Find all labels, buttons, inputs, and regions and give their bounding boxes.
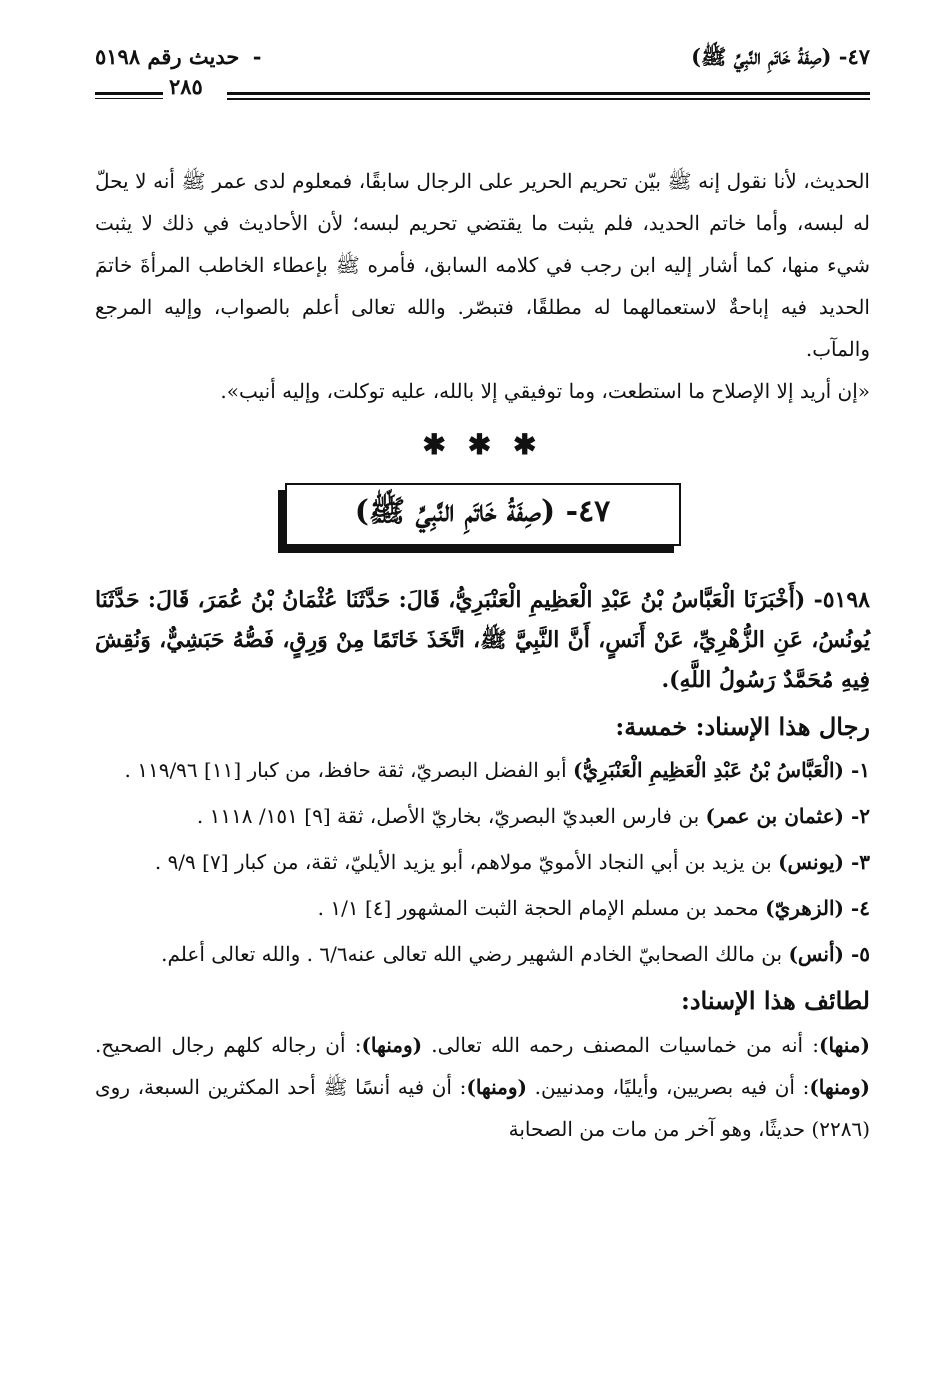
section-separator-stars: ✱ ✱ ✱ xyxy=(422,428,543,461)
subtlety-text: : أن فيه أنسًا ﷺ أحد المكثرين السبعة، روى (٢٢٨٦) حديثًا، وهو آخر من مات من الصحابة xyxy=(95,1075,870,1141)
header-rule-short xyxy=(95,92,163,95)
narrators-list xyxy=(95,750,870,974)
book-page xyxy=(95,40,870,1150)
narrator-name: ٣- (يونس) xyxy=(778,850,870,874)
subtleties-heading: لطائف هذا الإسناد: xyxy=(680,986,870,1015)
header-rule xyxy=(95,74,870,108)
narrator-name: ٤- (الزهريّ) xyxy=(765,896,870,920)
header-hadith-ref: حديث رقم ٥١٩٨ xyxy=(95,44,240,69)
intro-paragraph-1: الحديث، لأنا نقول إنه ﷺ بيّن تحريم الحرير على الرجال سابقًا، فمعلوم لدى عمر ﷺ أنه لا يحلّ له لبسه، وأما خاتم الحديد، فلم يثبت ما يقتضي تحريم لبسه؛ لأن الأحاديث في ذلك لا يثبت شيء منها، كما أشار إليه ابن رجب في كلامه السابق، فأمره ﷺ بإعطاء الخاطب المرأةَ خاتمَ الحديد فيه إباحةٌ لاستعمالهما له مطلقًا، فتبصّر. والله تعالى أعلم بالصواب، وإليه المرجع والمآب. xyxy=(95,169,870,361)
narrator-details: بن فارس العبديّ البصريّ، بخاريّ الأصل، ثقة [٩] ١٥١/ ١١١٨ . xyxy=(196,804,706,828)
subtlety-tag: (ومنها) xyxy=(466,1075,528,1099)
narrator-item xyxy=(95,750,870,790)
section-title-box: ٤٧- (صِفَةُ خَاتَمِ النَّبِيِّ ﷺ) xyxy=(285,483,681,546)
header-chapter-title: ٤٧- (صِفَةُ خَاتَمِ النَّبِيِّ ﷺ) xyxy=(691,44,870,69)
intro-paragraph-2: «إن أريد إلا الإصلاح ما استطعت، وما توفيقي إلا بالله، عليه توكلت، وإليه أنيب». xyxy=(220,379,870,403)
page-number: ٢٨٥ xyxy=(169,74,203,99)
subtlety-text: : أن فيه بصريين، وأيليًا، ومدنيين. xyxy=(527,1075,810,1099)
intro-section xyxy=(95,160,870,412)
narrator-item xyxy=(95,888,870,928)
section-title-wrap xyxy=(95,483,870,546)
narrator-name: ٥- (أنس) xyxy=(788,942,870,966)
subtlety-text: : أن رجاله كلهم رجال الصحيح. xyxy=(95,1033,362,1057)
subtlety-tag: (ومنها) xyxy=(361,1033,423,1057)
narrator-name: ١- (الْعَبَّاسُ بْنُ عَبْدِ الْعَظِيمِ الْعَنْبَرِيُّ) xyxy=(573,758,870,782)
narrator-details: بن مالك الصحابيّ الخادم الشهير رضي الله تعالى عنه٦/٦ . والله تعالى أعلم. xyxy=(161,942,789,966)
narrator-item xyxy=(95,796,870,836)
narrator-name: ٢- (عثمان بن عمر) xyxy=(705,804,870,828)
narrator-details: محمد بن مسلم الإمام الحجة الثبت المشهور [٤] ١/١ . xyxy=(317,896,766,920)
narrator-details: أبو الفضل البصريّ، ثقة حافظ، من كبار [١١] ١١٩/٩٦ . xyxy=(124,758,573,782)
subtlety-tag: (ومنها) xyxy=(809,1075,870,1099)
subtlety-text: : أنه من خماسيات المصنف رحمه الله تعالى. xyxy=(422,1033,819,1057)
narrator-details: بن يزيد بن أبي النجاد الأمويّ مولاهم، أبو يزيد الأيليّ، ثقة، من كبار [٧] ٩/٩ . xyxy=(154,850,779,874)
header-rule-long xyxy=(227,92,870,99)
header-separator: - xyxy=(252,44,262,69)
subtlety-tag: (منها) xyxy=(819,1033,870,1057)
subtleties-paragraph xyxy=(95,1024,870,1150)
narrator-item xyxy=(95,934,870,974)
hadith-text: ٥١٩٨- (أَخْبَرَنَا الْعَبَّاسُ بْنُ عَبْدِ الْعَظِيمِ الْعَنْبَرِيُّ، قَالَ: حَدَّثَنَا عُثْمَانُ بْنُ عُمَرَ، قَالَ: حَدَّثَنَا يُونُسُ، عَنِ الزُّهْرِيِّ، عَنْ أَنَسٍ، أَنَّ النَّبِيَّ ﷺ، اتَّخَذَ خَاتَمًا مِنْ وَرِقٍ، فَصُّهُ حَبَشِيٌّ، وَنُقِشَ فِيهِ مُحَمَّدٌ رَسُولُ اللَّهِ). xyxy=(95,587,870,693)
running-header xyxy=(95,40,870,82)
narrator-item xyxy=(95,842,870,882)
narrators-heading: رجال هذا الإسناد: خمسة: xyxy=(615,712,870,741)
